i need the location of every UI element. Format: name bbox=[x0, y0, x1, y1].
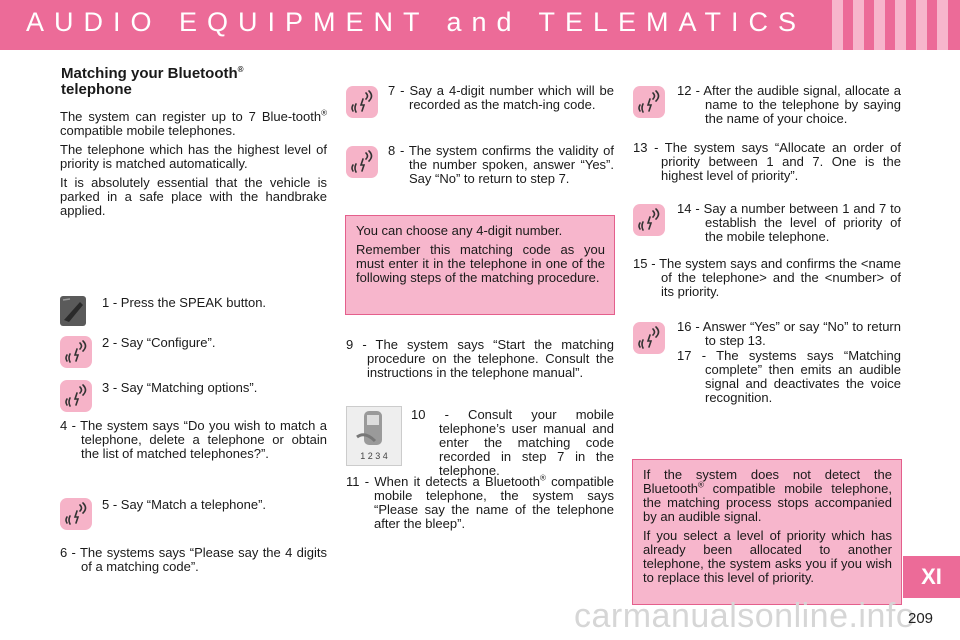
step-13: 13 - The system says “Allocate an order of priority between 1 and 7. One is the highest level of priority”. bbox=[633, 140, 901, 183]
header-stripe bbox=[895, 0, 906, 50]
voice-command-icon bbox=[633, 322, 665, 354]
note-paragraph bbox=[643, 468, 892, 524]
note-box-matching-code bbox=[345, 215, 615, 315]
step-9: 9 - The system says “Start the matching procedure on the telephone. Consult the instructions in the telephone manual”. bbox=[346, 337, 614, 380]
intro-paragraph: It is absolutely essential that the vehicle is parked in a safe place with the handbrake applied. bbox=[60, 175, 327, 218]
step-8: 8 - The system confirms the validity of the number spoken, answer “Yes”. Say “No” to return to step 7. bbox=[388, 143, 614, 186]
header-stripe bbox=[832, 0, 843, 50]
note-paragraph: You can choose any 4-digit number. bbox=[356, 223, 563, 238]
chapter-tab[interactable]: XI bbox=[903, 556, 960, 598]
phone-keypad-icon bbox=[346, 406, 402, 466]
section-heading-line2: telephone bbox=[61, 81, 132, 98]
page-title: AUDIO EQUIPMENT and TELEMATICS bbox=[25, 7, 807, 37]
page-number: 209 bbox=[908, 610, 934, 627]
step-12: 12 - After the audible signal, allocate a name to the telephone by saying the name of your choice. bbox=[677, 83, 901, 126]
note-box-detection bbox=[632, 459, 902, 605]
note2-p1-text-end: compatible mobile telephone, the matching process stops accompanied by an audible signal. bbox=[643, 481, 892, 524]
step-6: 6 - The systems says “Please say the 4 digits of a matching code”. bbox=[60, 545, 327, 574]
header-bar bbox=[0, 0, 960, 50]
speak-button-icon bbox=[60, 296, 86, 326]
step-1: 1 - Press the SPEAK button. bbox=[102, 295, 267, 310]
voice-command-icon bbox=[346, 146, 378, 178]
intro-p1-text: The system can register up to 7 Blue-tooth bbox=[60, 109, 322, 124]
phone-keypad-digits: 1 2 3 4 bbox=[360, 451, 388, 461]
header-stripe bbox=[853, 0, 864, 50]
registered-mark: ® bbox=[697, 480, 704, 490]
step-7: 7 - Say a 4-digit number which will be recorded as the match-ing code. bbox=[388, 83, 614, 112]
step-14: 14 - Say a number between 1 and 7 to establish the level of priority of the mobile telephone. bbox=[677, 201, 901, 244]
intro-paragraph bbox=[60, 110, 327, 138]
header-stripe bbox=[874, 0, 885, 50]
voice-command-icon bbox=[60, 336, 92, 368]
voice-command-icon bbox=[633, 204, 665, 236]
note-paragraph: Remember this matching code as you must enter it in the telephone in one of the following steps of the matching procedure. bbox=[356, 242, 605, 285]
note-paragraph: If you select a level of priority which has already been allocated to another telephone, the system asks you if you wish to replace this level of priority. bbox=[643, 528, 892, 585]
registered-mark: ® bbox=[321, 108, 327, 118]
header-stripe bbox=[937, 0, 948, 50]
step-11-text-end: compatible mobile telephone, the system says “Please say the name of the telephone after the bleep”. bbox=[374, 474, 615, 531]
step-4: 4 - The system says “Do you wish to match a telephone, delete a telephone or obtain the list of matched telephones?”. bbox=[60, 418, 327, 461]
intro-p1-text-end: compatible mobile telephones. bbox=[60, 123, 236, 138]
step-3: 3 - Say “Matching options”. bbox=[102, 380, 258, 395]
voice-command-icon bbox=[60, 380, 92, 412]
registered-mark: ® bbox=[539, 473, 546, 483]
step-16: 16 - Answer “Yes” or say “No” to return to step 13. bbox=[677, 319, 901, 348]
voice-command-icon bbox=[60, 498, 92, 530]
intro-text bbox=[60, 110, 327, 223]
step-11-text: 11 - When it detects a Bluetooth bbox=[346, 474, 540, 489]
step-5: 5 - Say “Match a telephone”. bbox=[102, 497, 267, 512]
section-heading bbox=[61, 66, 321, 98]
step-11 bbox=[346, 475, 614, 531]
step-10: 10 - Consult your mobile telephone’s user manual and enter the matching code recorded in step 7 in the telephone. bbox=[411, 407, 614, 478]
voice-command-icon bbox=[346, 86, 378, 118]
header-stripe bbox=[916, 0, 927, 50]
watermark: carmanualsonline.info bbox=[574, 597, 916, 635]
step-15: 15 - The system says and confirms the <name of the telephone> and the <number> of its priority. bbox=[633, 256, 901, 299]
note2-p1-text: If the system does not detect the Bluetooth bbox=[643, 467, 892, 496]
intro-paragraph: The telephone which has the highest level of priority is matched automatically. bbox=[60, 142, 327, 171]
section-heading-text: Matching your Bluetooth bbox=[61, 65, 238, 82]
registered-mark: ® bbox=[237, 65, 244, 74]
step-2: 2 - Say “Configure”. bbox=[102, 335, 216, 350]
step-17: 17 - The systems says “Matching complete” then emits an audible signal and deactivates the voice recognition. bbox=[677, 348, 901, 405]
voice-command-icon bbox=[633, 86, 665, 118]
